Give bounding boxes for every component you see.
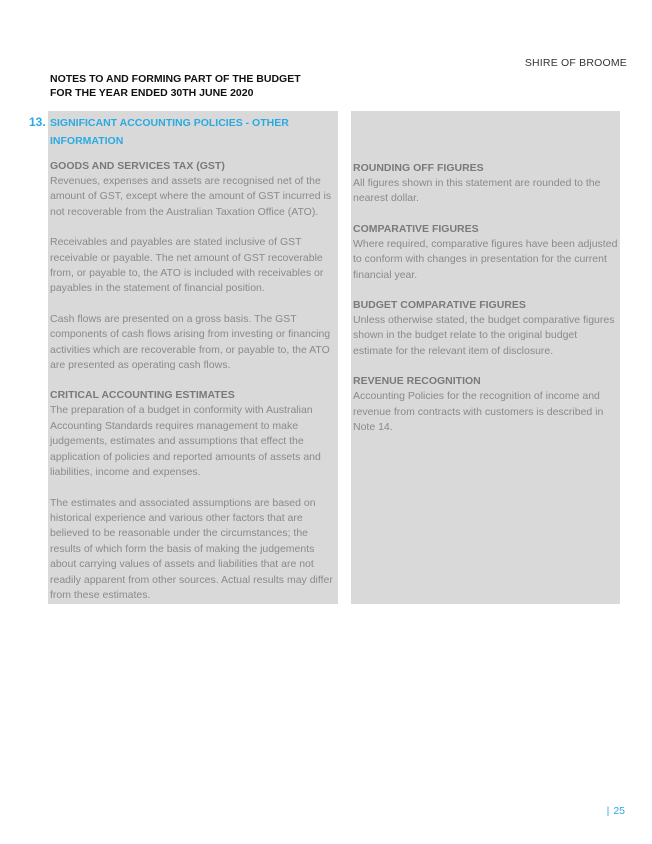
revenue-recognition-heading: REVENUE RECOGNITION	[353, 375, 481, 388]
critical-estimates-paragraph-2: The estimates and associated assumptions are based on historical experience and various other factors that are believed to be reasonable under the circumstances; the results of which form the basis of making the judgements about carrying values of assets and liabilities that are not readily apparent from other sources. Actual results may differ from these estimates.	[50, 496, 333, 601]
organisation-name: SHIRE OF BROOME	[524, 57, 627, 69]
left-column	[48, 111, 338, 604]
critical-estimates-paragraph-1: The preparation of a budget in conformity with Australian Accounting Standards requires management to make judgements, estimates and assumptions that effect the application of policies and reported amounts of assets and liabilities, income and expenses.	[50, 404, 321, 479]
section-number: 13.	[29, 115, 46, 129]
budget-comparative-heading: BUDGET COMPARATIVE FIGURES	[353, 299, 526, 312]
gst-paragraph-3: Cash flows are presented on a gross basis. The GST components of cash flows arising from investing or financing activities which are recoverable from, or payable to, the ATO are presented as operating cash flows.	[50, 312, 331, 372]
comparative-figures-heading: COMPARATIVE FIGURES	[353, 222, 479, 235]
right-column	[351, 111, 620, 604]
gst-paragraph-2: Receivables and payables are stated inclusive of GST receivable or payable. The net amount of GST recoverable from, or payable to, the ATO is included with receivables or payables in the statement of financial position.	[50, 236, 324, 295]
rounding-heading: ROUNDING OFF FIGURES	[353, 162, 484, 174]
rounding-paragraph: All figures shown in this statement are rounded to the nearest dollar.	[353, 177, 601, 205]
page-number	[607, 805, 625, 817]
section-title-line-1: SIGNIFICANT ACCOUNTING POLICIES - OTHER	[50, 117, 289, 129]
revenue-recognition-paragraph: Accounting Policies for the recognition of income and revenue from contracts with customers is described in Note 14.	[353, 390, 604, 434]
gst-heading: GOODS AND SERVICES TAX (GST)	[50, 160, 225, 172]
document-title-line-1: NOTES TO AND FORMING PART OF THE BUDGET	[50, 73, 301, 85]
critical-estimates-heading: CRITICAL ACCOUNTING ESTIMATES	[50, 389, 235, 402]
document-title	[50, 72, 301, 100]
document-title-line-2: FOR THE YEAR ENDED 30TH JUNE 2020	[50, 87, 254, 99]
page-separator: |	[606, 805, 610, 817]
section-title-line-2: INFORMATION	[50, 135, 124, 147]
gst-paragraph-1: Revenues, expenses and assets are recognised net of the amount of GST, except where the amount of GST incurred is not recoverable from the Australian Taxation Office (ATO).	[50, 175, 332, 218]
comparative-figures-paragraph: Where required, comparative figures have been adjusted to conform with changes in presentation for the current financial year.	[353, 237, 618, 281]
budget-comparative-paragraph: Unless otherwise stated, the budget comparative figures shown in the budget relate to the original budget estimate for the relevant item of disclosure.	[353, 314, 615, 357]
page-number-value: 25	[613, 805, 625, 817]
